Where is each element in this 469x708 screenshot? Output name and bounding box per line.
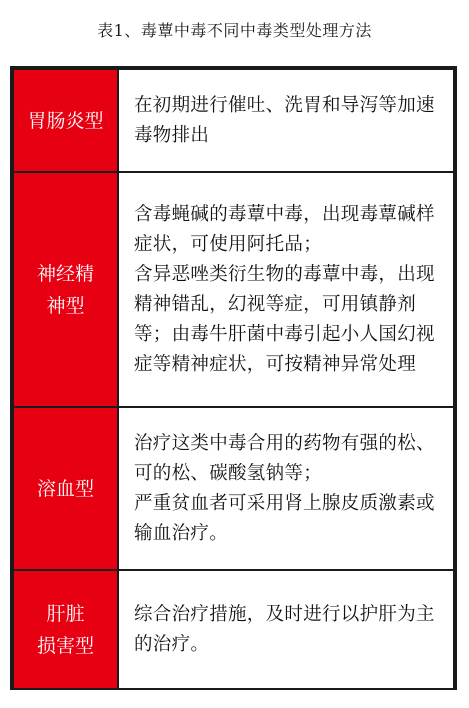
poisoning-type-label: 神经精 神型 <box>36 262 94 317</box>
treatment-method-cell <box>118 172 454 407</box>
table-row <box>13 570 454 689</box>
treatment-text: 综合治疗措施，及时进行以护肝为主的治疗。 <box>134 603 435 655</box>
poisoning-type-cell <box>13 407 118 570</box>
poisoning-type-label: 溶血型 <box>36 477 94 500</box>
treatment-text: 含异恶唑类衍生物的毒蕈中毒，出现精神错乱，幻视等症，可用镇静剂等；由毒牛肝菌中毒引起小人国幻视症等精神症状，可按精神异常处理 <box>134 263 435 375</box>
treatment-text: 含毒蝇碱的毒蕈中毒，出现毒蕈碱样症状，可使用阿托品； <box>134 203 435 255</box>
treatment-text: 严重贫血者可采用肾上腺皮质激素或输血治疗。 <box>134 492 435 544</box>
treatment-text: 在初期进行催吐、洗胃和导泻等加速毒物排出 <box>134 94 435 146</box>
table-row <box>13 69 454 172</box>
table-row <box>13 407 454 570</box>
poisoning-type-cell <box>13 69 118 172</box>
table-caption: 表1、毒蕈中毒不同中毒类型处理方法 <box>97 21 372 40</box>
table-row <box>13 172 454 407</box>
poisoning-type-label: 肝脏 损害型 <box>36 602 94 657</box>
poisoning-type-label: 胃肠炎型 <box>27 109 104 132</box>
treatment-method-cell <box>118 69 454 172</box>
treatment-method-cell <box>118 570 454 689</box>
treatment-table <box>10 66 457 690</box>
treatment-method-cell <box>118 407 454 570</box>
poisoning-type-cell <box>13 172 118 407</box>
poisoning-type-cell <box>13 570 118 689</box>
treatment-text: 治疗这类中毒合用的药物有强的松、可的松、碳酸氢钠等； <box>134 432 435 484</box>
